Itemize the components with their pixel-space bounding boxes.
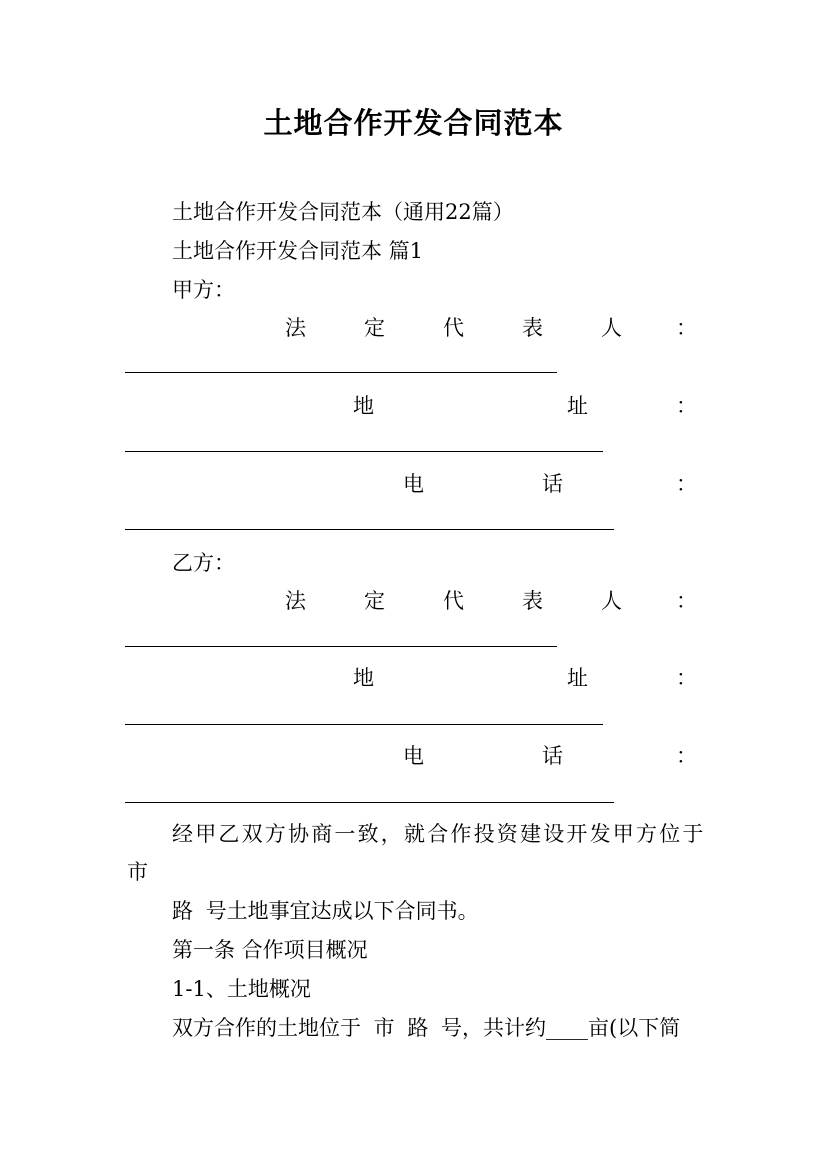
party-b-address-char: 地 — [353, 666, 374, 690]
party-b-rep-char: 法 — [285, 589, 306, 613]
party-a-rep-char: 人 — [601, 316, 622, 340]
party-a-rep-char: 法 — [285, 316, 306, 340]
party-b-phone-char: 电 — [403, 744, 424, 768]
party-a-legal-rep-row — [0, 315, 827, 341]
document-title: 土地合作开发合同范本 — [263, 106, 564, 140]
party-a-phone-row — [0, 471, 827, 497]
party-a-legal-rep-blank — [125, 372, 557, 373]
party-a-label: 甲方： — [172, 278, 235, 302]
party-b-phone-colon: ： — [676, 744, 697, 768]
section-heading: 土地合作开发合同范本 篇1 — [172, 239, 424, 263]
party-a-phone-colon: ： — [676, 472, 697, 496]
party-b-rep-char: 表 — [522, 589, 543, 613]
clause-heading: 1-1、土地概况 — [172, 977, 311, 1001]
party-b-label: 乙方： — [172, 551, 235, 575]
party-a-address-row — [0, 393, 827, 419]
party-b-rep-char: 定 — [364, 589, 385, 613]
party-a-address-colon: ： — [676, 394, 697, 418]
party-a-rep-char: 代 — [443, 316, 464, 340]
party-a-rep-char: 表 — [522, 316, 543, 340]
party-b-rep-colon: ： — [676, 589, 697, 613]
intro-paragraph-line: 路 号土地事宜达成以下合同书。 — [172, 899, 479, 923]
party-a-phone-blank — [125, 529, 614, 530]
party-a-phone-char: 电 — [403, 472, 424, 496]
party-a-rep-char: 定 — [364, 316, 385, 340]
clause-text: 双方合作的土地位于 市 路 号，共计约____亩(以下简 — [172, 1016, 681, 1040]
document-subtitle: 土地合作开发合同范本（通用22篇） — [172, 200, 514, 224]
party-b-address-blank — [125, 724, 603, 725]
party-b-address-colon: ： — [676, 666, 697, 690]
party-b-legal-rep-row — [0, 588, 827, 614]
article-heading: 第一条 合作项目概况 — [172, 938, 368, 962]
party-a-phone-char: 话 — [542, 472, 563, 496]
party-b-rep-char: 人 — [601, 589, 622, 613]
party-b-phone-char: 话 — [542, 744, 563, 768]
party-b-phone-row — [0, 743, 827, 769]
intro-paragraph-line: 市 — [127, 860, 148, 884]
party-a-address-char: 址 — [567, 394, 588, 418]
party-a-address-char: 地 — [353, 394, 374, 418]
party-b-rep-char: 代 — [443, 589, 464, 613]
party-b-legal-rep-blank — [125, 646, 557, 647]
party-b-phone-blank — [125, 802, 614, 803]
intro-paragraph-line: 经甲乙双方协商一致，就合作投资建设开发甲方位于 — [172, 822, 706, 846]
party-a-rep-colon: ： — [676, 316, 697, 340]
party-b-address-row — [0, 665, 827, 691]
party-a-address-blank — [125, 451, 603, 452]
party-b-address-char: 址 — [567, 666, 588, 690]
